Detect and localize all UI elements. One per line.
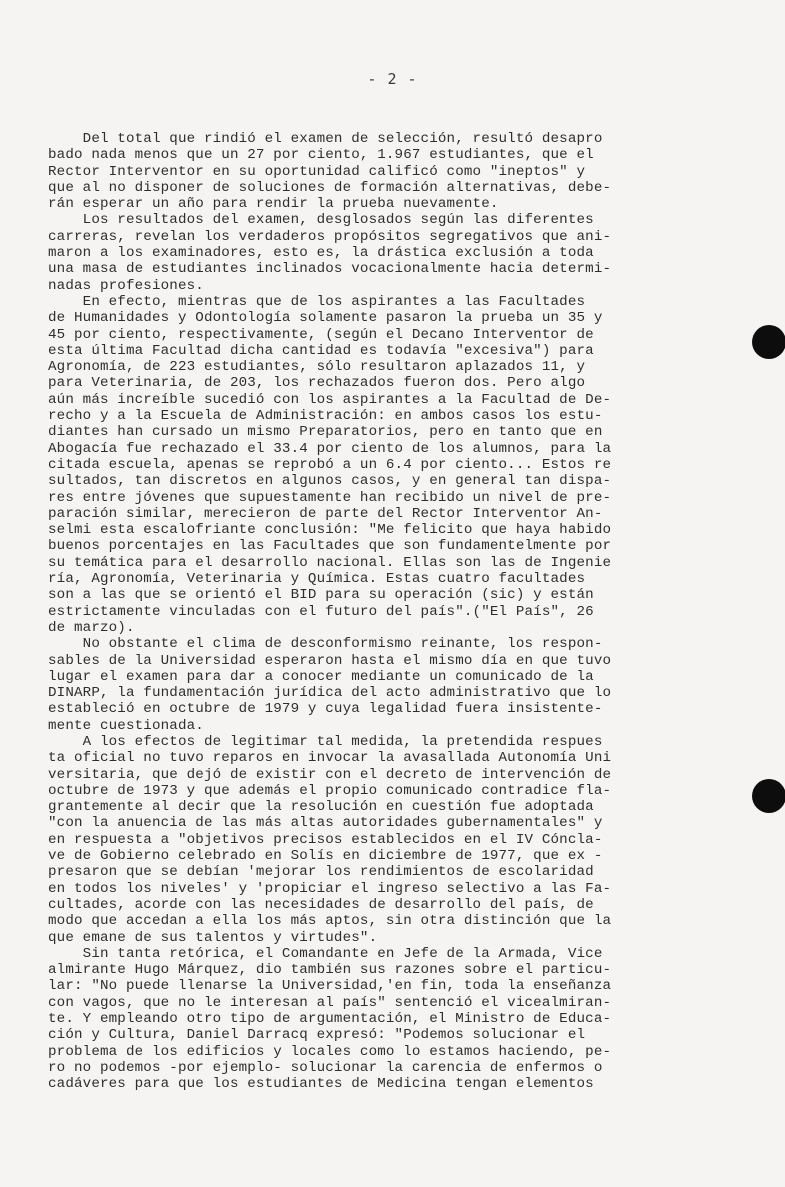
- text-line: sables de la Universidad esperaron hasta el mismo día en que tuvo: [48, 652, 612, 669]
- text-line: grantemente al decir que la resolución en cuestión fue adoptada: [48, 799, 594, 816]
- text-line: que al no disponer de soluciones de formación alternativas, debe-: [48, 179, 612, 196]
- text-line: carreras, revelan los verdaderos propósitos segregativos que ani-: [48, 228, 612, 245]
- text-line: res entre jóvenes que supuestamente han recibido un nivel de pre-: [48, 489, 612, 506]
- text-line: de Humanidades y Odontología solamente pasaron la prueba un 35 y: [48, 310, 603, 327]
- text-line: En efecto, mientras que de los aspirantes a las Facultades: [48, 293, 586, 310]
- text-line: Los resultados del examen, desglosados según las diferentes: [48, 212, 594, 229]
- text-line: aún más increíble sucedió con los aspirantes a la Facultad de De-: [48, 391, 612, 408]
- text-line: diantes han cursado un mismo Preparatorios, pero en tanto que en: [48, 424, 603, 441]
- binder-hole-bottom: [752, 779, 785, 813]
- text-line: buenos porcentajes en las Facultades que son fundamentelmente por: [48, 538, 612, 555]
- text-line: Abogacía fue rechazado el 33.4 por ciento de los alumnos, para la: [48, 440, 612, 457]
- text-line: ta oficial no tuvo reparos en invocar la avasallada Autonomía Uni: [48, 750, 612, 767]
- text-line: nadas profesiones.: [48, 277, 204, 294]
- text-line: sultados, tan discretos en algunos casos, y en general tan dispa-: [48, 473, 612, 490]
- text-line: estableció en octubre de 1979 y cuya legalidad fuera insistente-: [48, 701, 603, 718]
- text-line: rán esperar un año para rendir la prueba nuevamente.: [48, 196, 499, 213]
- body-text: [48, 131, 748, 1093]
- text-line: recho y a la Escuela de Administración: en ambos casos los estu-: [48, 408, 603, 425]
- text-line: mente cuestionada.: [48, 717, 204, 734]
- text-line: maron a los examinadores, esto es, la drástica exclusión a toda: [48, 245, 594, 262]
- text-line: problema de los edificios y locales como lo estamos haciendo, pe-: [48, 1043, 612, 1060]
- text-line: que emane de sus talentos y virtudes".: [48, 929, 378, 946]
- text-line: cultades, acorde con las necesidades de desarrollo del país, de: [48, 896, 594, 913]
- text-line: lugar el examen para dar a conocer mediante un comunicado de la: [48, 668, 594, 685]
- text-line: en respuesta a "objetivos precisos establecidos en el IV Cóncla-: [48, 831, 603, 848]
- text-line: ría, Agronomía, Veterinaria y Química. Estas cuatro facultades: [48, 571, 586, 588]
- text-line: presaron que se debían 'mejorar los rendimientos de escolaridad: [48, 864, 594, 881]
- text-line: una masa de estudiantes inclinados vocacionalmente hacia determi-: [48, 261, 612, 278]
- text-line: de marzo).: [48, 619, 135, 636]
- text-line: ro no podemos -por ejemplo- solucionar la carencia de enfermos o: [48, 1059, 603, 1076]
- text-line: bado nada menos que un 27 por ciento, 1.967 estudiantes, que el: [48, 147, 594, 164]
- text-line: su temática para el desarrollo nacional. Ellas son las de Ingenie: [48, 554, 612, 571]
- binder-hole-top: [752, 325, 785, 359]
- text-line: Agronomía, de 223 estudiantes, sólo resultaron aplazados 11, y: [48, 359, 586, 376]
- text-line: versitaria, que dejó de existir con el decreto de intervención de: [48, 766, 612, 783]
- text-line: con vagos, que no le interesan al país" sentenció el vicealmiran-: [48, 994, 612, 1011]
- text-line: almirante Hugo Márquez, dio también sus razones sobre el particu-: [48, 962, 612, 979]
- page-number: - 2 -: [367, 70, 418, 88]
- text-line: esta última Facultad dicha cantidad es todavía "excesiva") para: [48, 342, 594, 359]
- text-line: son a las que se orientó el BID para su operación (sic) y están: [48, 587, 594, 604]
- text-line: DINARP, la fundamentación jurídica del acto administrativo que lo: [48, 685, 612, 702]
- text-line: modo que accedan a ella los más aptos, sin otra distinción que la: [48, 913, 612, 930]
- text-line: lar: "No puede llenarse la Universidad,'en fin, toda la enseñanza: [48, 978, 612, 995]
- text-line: ve de Gobierno celebrado en Solís en diciembre de 1977, que ex -: [48, 848, 603, 865]
- text-line: octubre de 1973 y que además el propio comunicado contradice fla-: [48, 782, 612, 799]
- text-line: ción y Cultura, Daniel Darracq expresó: "Podemos solucionar el: [48, 1027, 586, 1044]
- text-line: "con la anuencia de las más altas autoridades gubernamentales" y: [48, 815, 603, 832]
- text-line: para Veterinaria, de 203, los rechazados fueron dos. Pero algo: [48, 375, 586, 392]
- text-line: 45 por ciento, respectivamente, (según el Decano Interventor de: [48, 326, 594, 343]
- text-line: selmi esta escalofriante conclusión: "Me felicito que haya habido: [48, 522, 612, 539]
- text-line: No obstante el clima de desconformismo reinante, los respon-: [48, 636, 603, 653]
- text-line: paración similar, merecieron de parte del Rector Interventor An-: [48, 505, 603, 522]
- text-line: Sin tanta retórica, el Comandante en Jefe de la Armada, Vice: [48, 945, 603, 962]
- text-line: cadáveres para que los estudiantes de Medicina tengan elementos: [48, 1076, 594, 1093]
- text-line: te. Y empleando otro tipo de argumentación, el Ministro de Educa-: [48, 1011, 612, 1028]
- text-line: A los efectos de legitimar tal medida, la pretendida respues: [48, 733, 603, 750]
- text-line: Del total que rindió el examen de selección, resultó desapro: [48, 131, 603, 147]
- text-line: en todos los niveles' y 'propiciar el ingreso selectivo a las Fa-: [48, 880, 612, 897]
- text-line: Rector Interventor en su oportunidad calificó como "ineptos" y: [48, 163, 586, 180]
- text-line: citada escuela, apenas se reprobó a un 6.4 por ciento... Estos re: [48, 456, 612, 473]
- text-line: estrictamente vinculadas con el futuro del país".("El País", 26: [48, 603, 594, 620]
